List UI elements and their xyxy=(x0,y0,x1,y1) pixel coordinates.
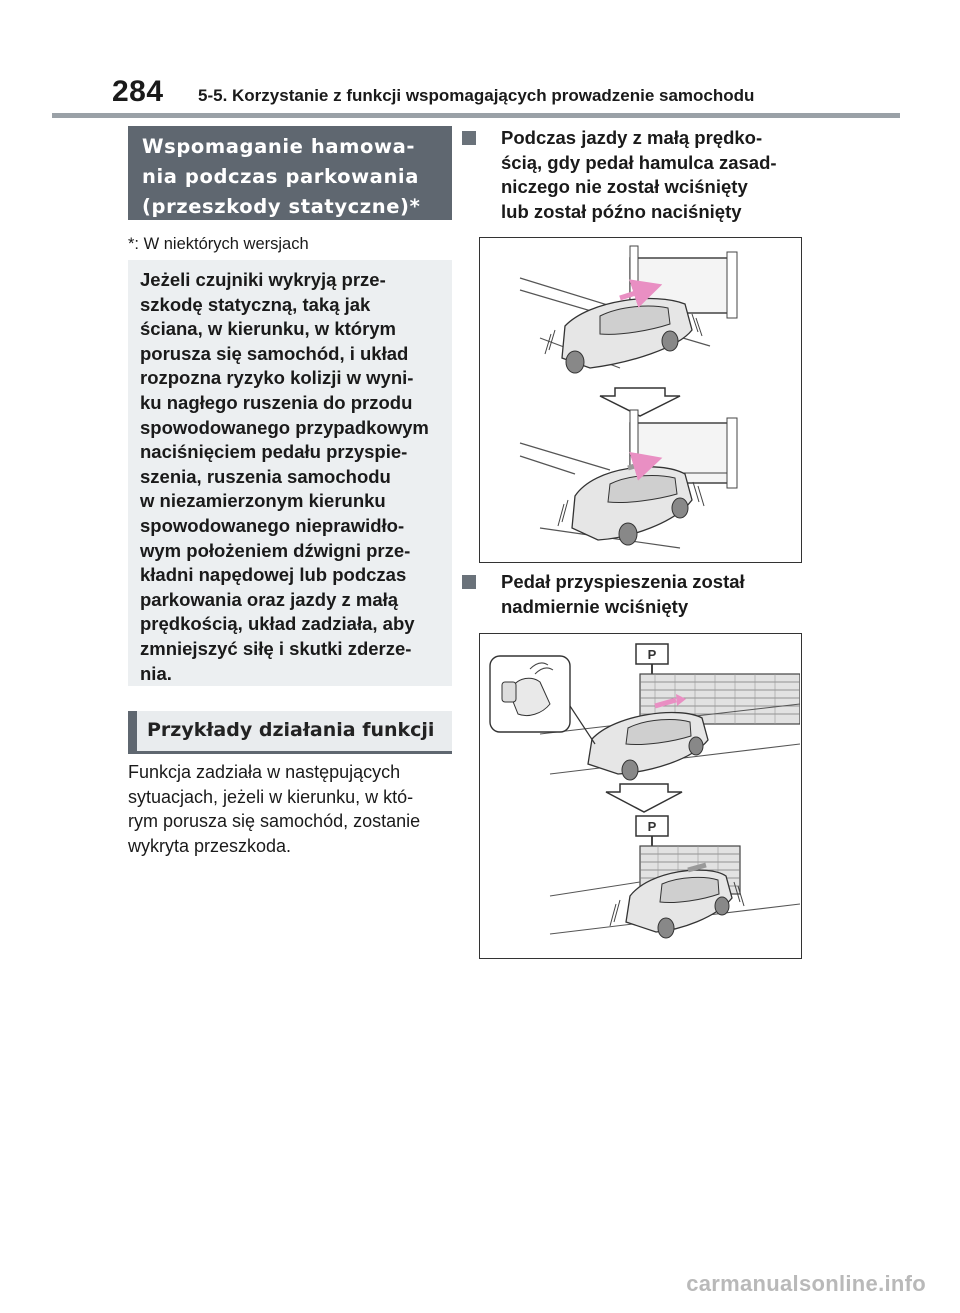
bullet-heading-accelerator xyxy=(462,570,745,619)
car-icon xyxy=(545,299,702,373)
upper-scene xyxy=(520,246,737,373)
car-icon xyxy=(610,870,744,938)
info-line: naciśnięciem pedału przyspie- xyxy=(140,441,408,463)
car-icon xyxy=(588,713,708,780)
info-box xyxy=(128,260,452,686)
parking-sign-label: P xyxy=(647,819,657,834)
bullet-line: lub został późno naciśnięty xyxy=(501,200,742,222)
info-line: wym położeniem dźwigni prze- xyxy=(140,539,411,561)
info-line: nia. xyxy=(140,662,172,684)
header-rule xyxy=(52,113,900,118)
info-line: rozpozna ryzyko kolizji w wyni- xyxy=(140,367,414,389)
info-line: zmniejszyć siłę i skutki zderze- xyxy=(140,637,412,659)
section-heading-line: nia podczas parkowania xyxy=(142,165,419,188)
bullet-text xyxy=(501,570,745,619)
info-line: szenia, ruszenia samochodu xyxy=(140,465,391,487)
body-paragraph xyxy=(128,760,458,858)
section-heading-line: Wspomaganie hamowa- xyxy=(142,135,416,158)
info-line: kładni napędowej lub podczas xyxy=(140,564,407,586)
bullet-text xyxy=(501,126,777,224)
accelerator-illustration xyxy=(480,634,800,957)
section-heading xyxy=(128,126,452,220)
bullet-line: Podczas jazdy z małą prędko- xyxy=(501,127,763,148)
info-line: w niezamierzonym kierunku xyxy=(140,490,386,512)
info-line: Jeżeli czujniki wykryją prze- xyxy=(140,269,386,290)
body-line: sytuacjach, jeżeli w kierunku, w któ- xyxy=(128,786,414,807)
bullet-heading-brake xyxy=(462,126,777,224)
info-line: porusza się samochód, i układ xyxy=(140,342,409,364)
bullet-line: niczego nie został wciśnięty xyxy=(501,176,748,198)
page-header-title: 5-5. Korzystanie z funkcji wspomagających prowadzenie samochodu xyxy=(198,86,755,105)
section-heading-line: (przeszkody statyczne)* xyxy=(142,195,421,218)
info-line: ku nagłego ruszenia do przodu xyxy=(140,391,413,413)
figure-accelerator-misuse xyxy=(479,633,802,959)
down-arrow-icon xyxy=(606,784,682,812)
wall-parking-illustration xyxy=(480,238,800,561)
footnote: *: W niektórych wersjach xyxy=(128,235,309,253)
info-line: prędkością, układ zadziała, aby xyxy=(140,613,415,635)
body-line: rym porusza się samochód, zostanie xyxy=(128,811,421,832)
bullet-line: Pedał przyspieszenia został xyxy=(501,571,745,592)
watermark: carmanualsonline.info xyxy=(686,1271,926,1296)
sub-heading: Przykłady działania funkcji xyxy=(128,711,452,751)
info-line: parkowania oraz jazdy z małą xyxy=(140,588,399,610)
upper-scene xyxy=(490,644,800,780)
info-line: spowodowanego nieprawidło- xyxy=(140,514,405,536)
body-line: Funkcja zadziała w następujących xyxy=(128,762,401,782)
parking-sign-label: P xyxy=(647,647,657,662)
page-number: 284 xyxy=(112,75,164,108)
bullet-line: ścią, gdy pedał hamulca zasad- xyxy=(501,151,777,173)
figure-wall-parking xyxy=(479,237,802,563)
body-line: wykryta przeszkoda. xyxy=(128,835,292,856)
down-arrow-icon xyxy=(600,388,680,416)
lower-scene xyxy=(550,816,800,938)
info-line: ściana, w kierunku, w którym xyxy=(140,318,397,340)
bullet-line: nadmiernie wciśnięty xyxy=(501,595,689,617)
info-line: szkodę statyczną, taką jak xyxy=(140,293,371,315)
bullet-square-icon xyxy=(462,131,476,145)
info-line: spowodowanego przypadkowym xyxy=(140,416,429,438)
lower-scene xyxy=(520,410,737,548)
bullet-square-icon xyxy=(462,575,476,589)
pedal-inset xyxy=(490,656,595,744)
